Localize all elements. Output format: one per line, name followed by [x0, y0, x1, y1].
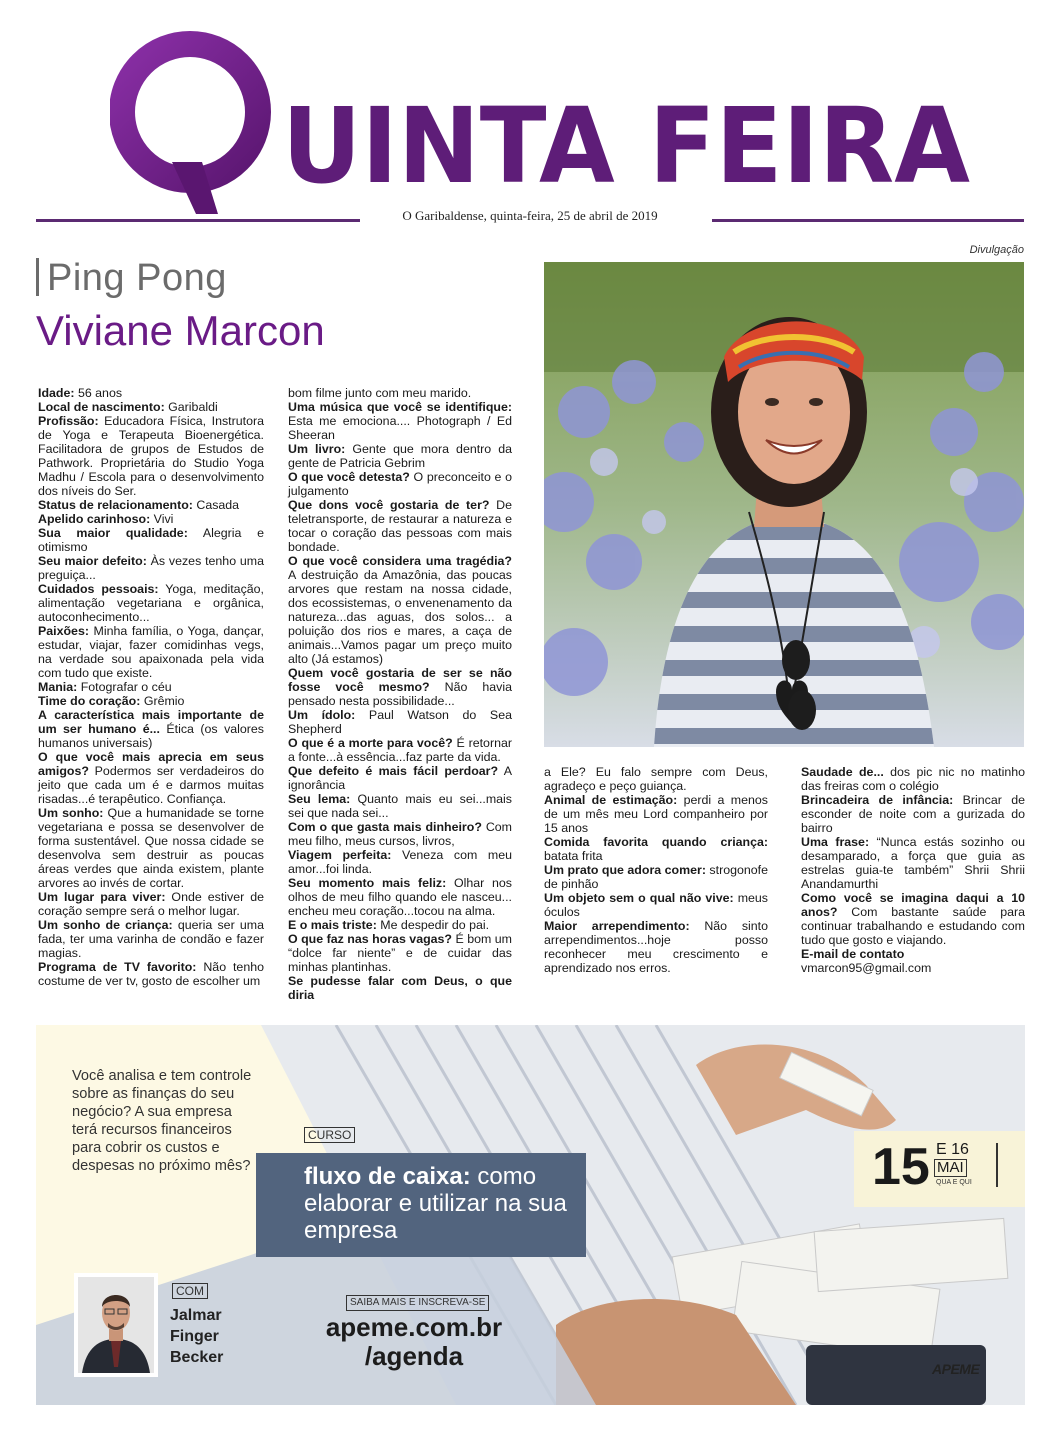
qa-item: [38, 526, 264, 554]
qa-item: [38, 806, 264, 890]
qa-answer: Às vezes tenho uma preguiça...: [38, 554, 264, 582]
interviewee-name: Viviane Marcon: [36, 307, 325, 354]
speaker-middle-name: Finger: [170, 1328, 219, 1345]
qa-question: Time do coração:: [38, 694, 141, 708]
qa-item: [38, 554, 264, 582]
qa-item: [288, 932, 512, 974]
course-weekdays: QUA E QUI: [936, 1179, 972, 1186]
qa-answer: É bom um “dolce far niente” e de cuidar das minhas plantinhas.: [288, 932, 512, 974]
qa-question: O que faz nas horas vagas?: [288, 932, 453, 946]
qa-answer: De teletransporte, de restaurar a natureza e tocar o coração das pessoas com mais bondade.: [288, 498, 512, 554]
qa-answer: Vivi: [150, 512, 174, 526]
qa-item: [38, 624, 264, 680]
qa-item: [544, 765, 768, 793]
com-tag: COM: [172, 1283, 208, 1299]
qa-question: Seu momento mais feliz:: [288, 876, 447, 890]
qa-question: Maior arrependimento:: [544, 919, 690, 933]
course-title-rest: como elaborar e utilizar na sua empresa: [304, 1163, 567, 1244]
qa-question: Que dons você gostaria de ter?: [288, 498, 490, 512]
qa-answer: Que a humanidade se torne vegetariana e possa se desenvolver de forma sustentável. Que nossa cidade se desenvolva sem destruir as poucas áreas verdes que ainda existem, plante arvores ao invés de cortar.: [38, 806, 264, 890]
qa-item: [38, 918, 264, 960]
url-line-2[interactable]: /agenda: [364, 1341, 464, 1371]
qa-question: Local de nascimento:: [38, 400, 165, 414]
course-day-second: E 16: [936, 1141, 969, 1158]
qa-answer: Quanto mais eu sei...mais sei que nada sei...: [288, 792, 512, 820]
course-day: 15: [872, 1138, 930, 1196]
masthead-rule-right: [712, 219, 1024, 222]
article-column-2: [288, 386, 512, 1002]
qa-question: Um lugar para viver:: [38, 890, 166, 904]
qa-answer: 56 anos: [74, 386, 123, 400]
ad-question: Você analisa e tem controle sobre as finanças do seu negócio? A sua empresa terá recursos financeiros para cobrir os custos e despesas no próximo mês?: [72, 1068, 252, 1174]
qa-item: [38, 582, 264, 624]
masthead-title: [110, 22, 990, 222]
qa-item: [288, 708, 512, 736]
qa-item: [38, 386, 264, 400]
qa-question: Quem você gostaria de ser se não fosse você mesmo?: [288, 666, 512, 694]
qa-question: Idade:: [38, 386, 75, 400]
qa-question: Seu maior defeito:: [38, 554, 147, 568]
qa-question: E-mail de contato: [801, 947, 905, 961]
qa-question: Viagem perfeita:: [288, 848, 392, 862]
qa-question: O que você detesta?: [288, 470, 410, 484]
qa-item: [38, 694, 264, 708]
apeme-logo: APEME: [932, 1361, 980, 1377]
qa-item: [801, 765, 1025, 793]
qa-question: O que você mais aprecia em seus amigos?: [38, 750, 264, 778]
masthead-text: UINTA FEIRA: [282, 85, 970, 207]
qa-answer: Grêmio: [140, 694, 185, 708]
qa-item: [288, 400, 512, 442]
qa-item: [801, 947, 1025, 961]
qa-item: [38, 400, 264, 414]
qa-answer: Yoga, meditação, alimentação vegetariana e orgânica, autoconhecimento...: [38, 582, 264, 624]
qa-item: [288, 666, 512, 708]
qa-question: Seu lema:: [288, 792, 351, 806]
qa-answer: Gente que mora dentro da gente de Patricia Gebrim: [288, 442, 512, 470]
qa-item: [288, 470, 512, 498]
qa-item: [288, 876, 512, 918]
qa-item: [38, 750, 264, 806]
qa-item: [288, 974, 512, 1002]
qa-item: [288, 554, 512, 666]
qa-answer: Fotografar o céu: [77, 680, 172, 694]
qa-item: [38, 414, 264, 498]
qa-item: [544, 835, 768, 863]
qa-item: [288, 442, 512, 470]
qa-answer: Não tenho costume de ver tv, gosto de escolher um: [38, 960, 264, 988]
qa-answer: Olhar nos olhos de meu filho quando ele nasceu... encheu meu coração...tocou na alma.: [288, 876, 512, 918]
section-label: Ping Pong: [47, 257, 227, 299]
qa-answer: Com meu filho, meus cursos, livros,: [288, 820, 512, 848]
masthead-rule-left: [36, 219, 360, 222]
qa-question: Mania:: [38, 680, 78, 694]
date-divider: [996, 1143, 998, 1187]
qa-answer: Garibaldi: [164, 400, 218, 414]
qa-answer: Paul Watson do Sea Shepherd: [288, 708, 512, 736]
saiba-tag: SAIBA MAIS E INSCREVA-SE: [346, 1295, 489, 1311]
url-line-1[interactable]: apeme.com.br: [325, 1312, 503, 1342]
qa-question: Comida favorita quando criança:: [544, 835, 768, 849]
course-month: MAI: [934, 1159, 967, 1177]
qa-item: [544, 891, 768, 919]
qa-question: Paixões:: [38, 624, 89, 638]
qa-question: Uma música que você se identifique:: [288, 400, 512, 414]
qa-answer: queria ser uma fada, ter uma varinha de condão e fazer magias.: [38, 918, 264, 960]
qa-question: E o mais triste:: [288, 918, 377, 932]
qa-item: [288, 820, 512, 848]
qa-question: Sua maior qualidade:: [38, 526, 188, 540]
qa-answer: Minha família, o Yoga, dançar, estudar, viajar, fazer comidinhas vegs, na verdade sou apaixonada pela vida com tudo que existe.: [38, 624, 264, 680]
qa-item: [38, 498, 264, 512]
qa-answer: A destruição da Amazônia, das poucas arvores que restam na nossa cidade, dos ecossistemas, o envenenamento da natureza...das aguas, dos solos... a poluição dos rios e mares, a caça de animais...Vamos pagar um preço muito alto (Já estamos): [288, 568, 512, 666]
qa-answer: Podermos ser verdadeiros do jeito que cada um é e darmos muitas risadas...é terapêutico. Confiança.: [38, 764, 264, 806]
qa-question: A característica mais importante de um ser humano é...: [38, 708, 264, 736]
photo-credit: Divulgação: [969, 244, 1024, 256]
qa-answer: O preconceito e o julgamento: [288, 470, 512, 498]
qa-item: [288, 918, 512, 932]
qa-answer: É retornar a fonte...à essência...faz parte da vida.: [288, 736, 512, 764]
qa-question: Brincadeira de infância:: [801, 793, 954, 807]
dateline: O Garibaldense, quinta-feira, 25 de abril de 2019: [360, 208, 700, 224]
qa-item: [38, 960, 264, 988]
qa-question: Que defeito é mais fácil perdoar?: [288, 764, 499, 778]
course-date: [854, 1131, 1025, 1207]
qa-item: [801, 793, 1025, 835]
qa-item: [801, 961, 1025, 975]
qa-item: [544, 919, 768, 975]
qa-item: [288, 386, 512, 400]
course-title-bold: fluxo de caixa:: [304, 1163, 471, 1190]
qa-answer: batata frita: [544, 849, 603, 863]
qa-question: Com o que gasta mais dinheiro?: [288, 820, 482, 834]
qa-question: Um sonho:: [38, 806, 104, 820]
qa-answer: “Nunca estás sozinho ou desamparado, a força que guia as estrelas guia-te também” Shrii Shrii Anandamurthi: [801, 835, 1025, 891]
qa-question: Status de relacionamento:: [38, 498, 193, 512]
qa-answer: Alegria e otimismo: [38, 526, 264, 554]
qa-question: Como você se imagina daqui a 10 anos?: [801, 891, 1025, 919]
qa-answer: Brincar de esconder de noite com a gurizada do bairro: [801, 793, 1025, 835]
qa-question: Um prato que adora comer:: [544, 863, 706, 877]
qa-question: Um objeto sem o qual não vive:: [544, 891, 734, 905]
qa-item: [38, 708, 264, 750]
section-bar: [36, 258, 39, 296]
qa-item: [288, 736, 512, 764]
qa-question: O que você considera uma tragédia?: [288, 554, 512, 568]
qa-item: [544, 863, 768, 891]
article-column-1: [38, 386, 264, 988]
curso-tag: CURSO: [304, 1127, 355, 1143]
qa-answer: Veneza com meu amor...foi linda.: [288, 848, 512, 876]
qa-question: Programa de TV favorito:: [38, 960, 197, 974]
qa-item: [288, 848, 512, 876]
qa-item: [801, 891, 1025, 947]
qa-answer: vmarcon95@gmail.com: [801, 961, 932, 975]
qa-answer: strogonofe de pinhão: [544, 863, 768, 891]
qa-answer: Casada: [192, 498, 240, 512]
portrait-photo: [544, 262, 1024, 747]
qa-answer: dos pic nic no matinho das freiras com o colégio: [801, 765, 1026, 793]
speaker-last-name: Becker: [170, 1349, 224, 1366]
qa-answer: Onde estiver de coração sempre será o melhor lugar.: [38, 890, 264, 918]
registration-link[interactable]: [314, 1313, 514, 1371]
qa-item: [38, 512, 264, 526]
qa-answer: Ética (os valores humanos universais): [38, 722, 265, 750]
qa-answer: bom filme junto com meu marido.: [288, 386, 472, 400]
qa-question: Se pudesse falar com Deus, o que diria: [288, 974, 512, 1002]
qa-answer: Me despedir do pai.: [376, 918, 490, 932]
article-column-4: [801, 765, 1025, 975]
qa-item: [38, 680, 264, 694]
section-tag: [36, 257, 227, 300]
qa-question: O que é a morte para você?: [288, 736, 453, 750]
qa-item: [544, 793, 768, 835]
qa-question: Um sonho de criança:: [38, 918, 173, 932]
qa-answer: Esta me emociona.... Photograph / Ed Sheeran: [288, 414, 512, 442]
qa-answer: Não sinto arrependimentos...hoje posso reconhecer meu crescimento e aprendizado nos erros.: [544, 919, 768, 975]
qa-answer: Com bastante saúde para continuar trabalhando e estudando com tudo que gosto e viajando.: [801, 905, 1025, 947]
course-advertisement[interactable]: [36, 1025, 1025, 1405]
qa-answer: perdi a menos de um mês meu Lord companheiro por 15 anos: [544, 793, 768, 835]
qa-item: [288, 498, 512, 554]
qa-item: [288, 764, 512, 792]
speaker-first-name: Jalmar: [170, 1307, 222, 1324]
qa-question: Cuidados pessoais:: [38, 582, 159, 596]
qa-question: Uma frase:: [801, 835, 870, 849]
q-logo-letter: [122, 44, 258, 214]
qa-item: [38, 890, 264, 918]
qa-question: Um livro:: [288, 442, 346, 456]
qa-question: Animal de estimação:: [544, 793, 678, 807]
qa-answer: a Ele? Eu falo sempre com Deus, agradeço e peço guiança.: [544, 765, 768, 793]
qa-question: Apelido carinhoso:: [38, 512, 151, 526]
course-title: [256, 1153, 586, 1257]
qa-question: Saudade de...: [801, 765, 884, 779]
qa-item: [288, 792, 512, 820]
speaker-name: [170, 1305, 223, 1368]
article-column-3: [544, 765, 768, 975]
qa-answer: meus óculos: [544, 891, 768, 919]
qa-question: Profissão:: [38, 414, 99, 428]
qa-answer: A ignorância: [288, 764, 512, 792]
qa-question: Um ídolo:: [288, 708, 356, 722]
qa-answer: Educadora Física, Instrutora de Yoga e Terapeuta Bioenergética. Facilitadora de grupos de Estudos de Pathwork. Proprietária do Studio Yoga Madhu / Escola para o desenvolvimento dos níveis do Ser.: [38, 414, 264, 498]
qa-item: [801, 835, 1025, 891]
qa-answer: Não havia pensado nesta possibilidade...: [288, 680, 512, 708]
speaker-photo: [74, 1273, 158, 1377]
